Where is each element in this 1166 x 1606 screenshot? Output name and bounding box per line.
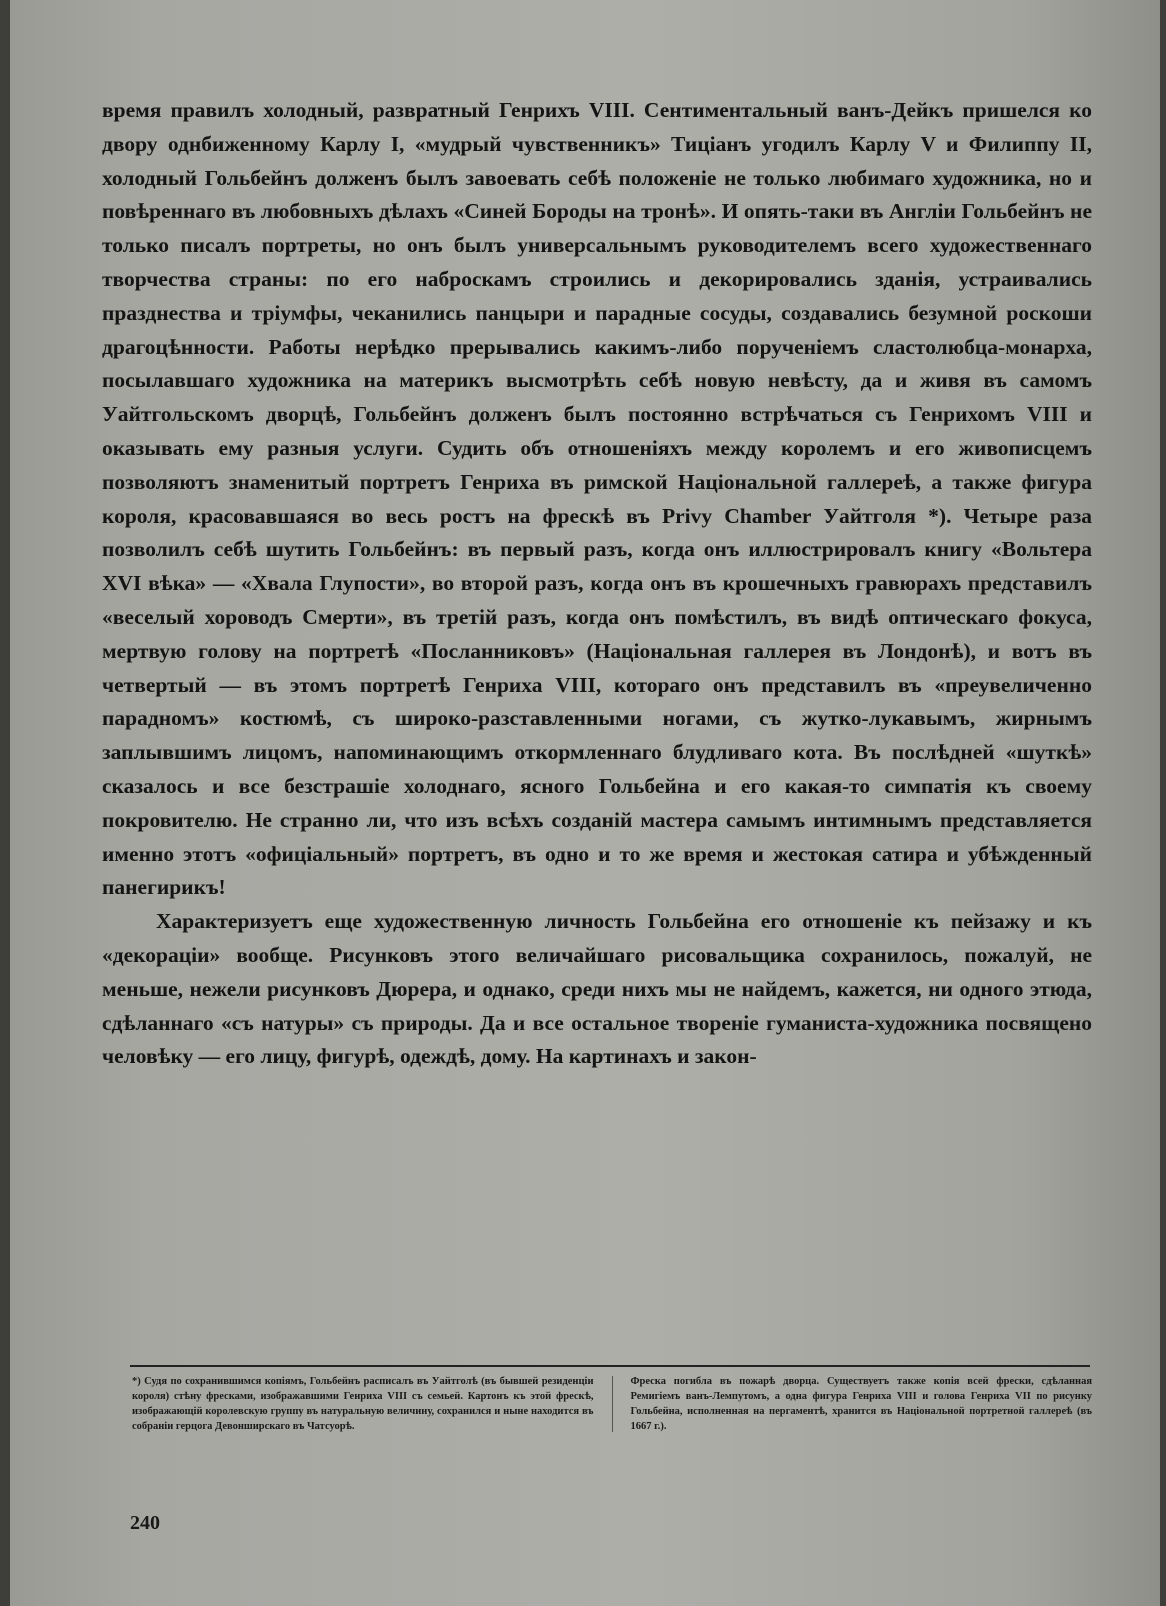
footnotes bbox=[132, 1374, 1092, 1434]
paragraph-1: время правилъ холодный, развратный Генрихъ VIII. Сентиментальный ванъ-Дейкъ пришелся ко двору однбиженному Карлу I, «мудрый чувственникъ» Тиціанъ угодилъ Карлу V и Филиппу II, холодный Гольбейнъ долженъ былъ завоевать себѣ положеніе не только любимаго художника, но и повѣреннаго въ любовныхъ дѣлахъ «Синей Бороды на тронѣ». И опять-таки въ Англіи Гольбейнъ не только писалъ портреты, но онъ былъ универсальнымъ руководителемъ всего художественнаго творчества страны: по его наброскамъ строились и декорировались зданія, устраивались празднества и тріумфы, чеканились панцыри и парадные сосуды, создавались безумной роскоши драгоцѣнности. Работы нерѣдко прерывались какимъ-либо порученіемъ сластолюбца-монарха, посылавшаго художника на материкъ высмотрѣть себѣ новую невѣсту, да и живя въ самомъ Уайтгольскомъ дворцѣ, Гольбейнъ долженъ былъ постоянно встрѣчаться съ Генрихомъ VIII и оказывать ему разныя услуги. Судить объ отношеніяхъ между королемъ и его живописцемъ позволяютъ знаменитый портретъ Генриха въ римской Національной галлереѣ, а также фигура короля, красовавшаяся во весь ростъ на фрескѣ въ Privy Chamber Уайтголя *). Четыре раза позволилъ себѣ шутить Гольбейнъ: въ первый разъ, когда онъ иллюстрировалъ книгу «Вольтера XVI вѣка» — «Хвала Глупости», во второй разъ, когда онъ въ крошечныхъ гравюрахъ представилъ «веселый хороводъ Смерти», въ третій разъ, когда онъ помѣстилъ, въ видѣ оптическаго фокуса, мертвую голову на портретѣ «Посланниковъ» (Національная галлерея въ Лондонѣ), и вотъ въ четвертый — въ этомъ портретѣ Генриха VIII, котораго онъ представилъ въ «преувеличенно парадномъ» костюмѣ, съ широко-разставленными ногами, съ жутко-лукавымъ, жирнымъ заплывшимъ лицомъ, напоминающимъ откормленнаго блудливаго кота. Въ послѣдней «шуткѣ» сказалось и все безстрашіе холоднаго, ясного Гольбейна и его какая-то симпатія къ своему покровителю. Не странно ли, что изъ всѣхъ созданій мастера самымъ интимнымъ представляется именно этотъ «офиціальный» портретъ, въ одно и то же время и жестокая сатира и убѣжденный панегирикъ! bbox=[102, 98, 1092, 900]
footnote-left: *) Судя по сохранившимся копіямъ, Гольбейнъ расписалъ въ Уайтголѣ (въ бывшей резиденціи короля) стѣну фресками, изображавшими Генриха VIII съ семьей. Картонъ къ этой фрескѣ, изображающій королевскую группу въ натуральную величину, сохранился и ныне находится въ собраніи герцога Девонширскаго въ Чатсуорѣ. bbox=[132, 1376, 594, 1432]
footnote-column-divider bbox=[612, 1376, 613, 1432]
footnote-rule bbox=[130, 1365, 1090, 1367]
page-number: 240 bbox=[130, 1512, 160, 1534]
paragraph-2: Характеризуетъ еще художественную личность Гольбейна его отношеніе къ пейзажу и къ «декораціи» вообще. Рисунковъ этого величайшаго рисовальщика сохранилось, пожалуй, не меньше, нежели рисунковъ Дюрера, и однако, среди нихъ мы не найдемъ, кажется, ни одного этюда, сдѣланнаго «съ натуры» съ природы. Да и все остальное твореніе гуманиста-художника посвящено человѣку — его лицу, фигурѣ, одеждѣ, дому. На картинахъ и закон- bbox=[102, 909, 1092, 1069]
main-text bbox=[102, 94, 1092, 1074]
footnote-right: Фреска погибла въ пожарѣ дворца. Существуетъ также копія всей фрески, сдѣланная Ремигіемъ ванъ-Лемпутомъ, а одна фигура Генриха VIII и голова Генриха VII по рисунку Гольбейна, исполненная на пергаментѣ, хранится въ Національной портретной галлереѣ (въ 1667 г.). bbox=[630, 1376, 1092, 1432]
book-page bbox=[10, 0, 1160, 1606]
